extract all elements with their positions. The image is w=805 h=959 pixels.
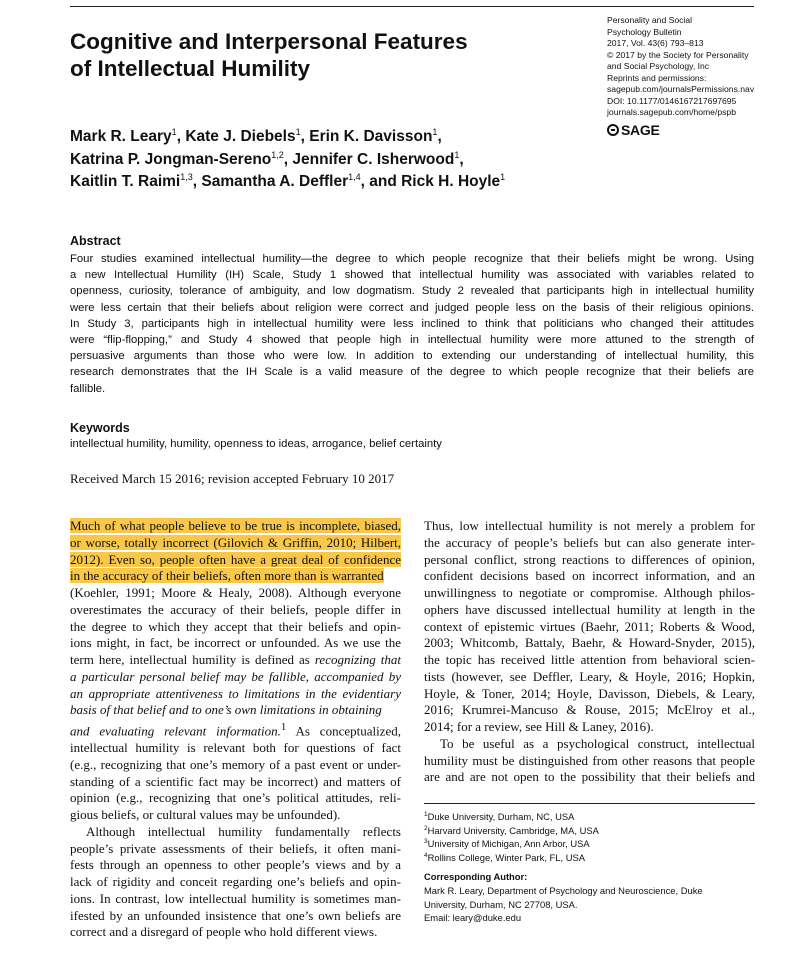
body-line: [424, 686, 755, 703]
body-text: in the accuracy of their beliefs, often more than is warranted: [70, 568, 384, 584]
abstract-line: In Study 3, participants high in intellectual humility were less inclined to think that politicians who changed their attitudes: [70, 317, 754, 330]
body-line: [424, 552, 755, 569]
body-line: [70, 874, 401, 891]
body-italic-text: a particular personal belief may be fallible, accompanied by: [70, 668, 401, 684]
abstract-line: research demonstrates that the IH Scale is a valid measure of the degree to which people recognize that their beliefs are: [70, 366, 754, 379]
keywords-text: intellectual humility, humility, openness to ideas, arrogance, belief certainty: [70, 438, 442, 450]
body-line: [70, 891, 401, 908]
body-line: [424, 769, 755, 786]
abstract-line: fallible.: [70, 382, 106, 395]
author-separator: ,: [192, 173, 202, 190]
body-text: are and are not open to the possibility that their beliefs and: [424, 769, 755, 785]
highlighted-text: [70, 552, 401, 567]
body-text: overestimates the accuracy of their beliefs, people differ in: [70, 601, 401, 617]
body-text: correct and a disregard of people who hold different views.: [70, 924, 378, 940]
journal-meta-line: Personality and Social: [607, 15, 693, 25]
author-separator: ,: [176, 128, 186, 145]
abstract-line: a new Intellectual Humility (IH) Scale, Study 1 showed that intellectual humility was associated with variables related to: [70, 269, 754, 282]
abstract-heading: Abstract: [70, 234, 121, 248]
body-line: [424, 719, 755, 736]
abstract-line: openness, curiosity, tolerance of ambiguity, and low dogmatism. Study 2 revealed that participants high in intellectual humility: [70, 285, 754, 298]
author-affiliation-mark: 1,3: [180, 172, 193, 182]
author-name: Kaitlin T. Raimi: [70, 173, 181, 190]
abstract-body: [70, 251, 754, 397]
body-text: the degree to which they accept that their beliefs and opin-: [70, 618, 401, 634]
body-line: [70, 568, 401, 585]
body-line: [70, 857, 401, 874]
body-text: or worse, totally incorrect (Gilovich & Griffin, 2010; Hilbert,: [70, 534, 401, 550]
affiliation-mark: 2: [424, 824, 428, 832]
affiliation-text: Harvard University, Cambridge, MA, USA: [427, 824, 599, 836]
footnote-mark: 1: [280, 721, 287, 733]
journal-meta-line: journals.sagepub.com/home/pspb: [607, 107, 736, 117]
abstract-line: were less certain that their beliefs about religion were correct and judged people less on the basis of their religious opinions.: [70, 301, 754, 314]
body-line: [424, 669, 755, 686]
body-text: ions. In contrast, low intellectual humility is sometimes man-: [70, 890, 401, 906]
body-text: 2016; Krumrei-Mancuso & Rouse, 2015; McElroy et al.,: [424, 702, 755, 718]
author-affiliation-mark: 1: [500, 172, 506, 182]
body-text: humility must be distinguished from other reasons that people: [424, 752, 755, 768]
title-line: of Intellectual Humility: [70, 56, 311, 81]
author-affiliation-mark: 1: [171, 127, 177, 137]
body-line: [70, 652, 401, 669]
author-name: Rick H. Hoyle: [401, 173, 501, 190]
corresponding-author-details: [424, 884, 755, 925]
body-text: the accuracy of people’s beliefs but can also generate inter-: [424, 534, 755, 550]
corresponding-line: Email: leary@duke.edu: [424, 912, 522, 924]
body-text: 2003; Whitcomb, Battaly, Baehr, & Howard-Snyder, 2015),: [424, 635, 755, 651]
body-text: standing of a scientific fact may be incorrect) and matters of: [70, 773, 401, 789]
publisher-logo-text: SAGE: [621, 122, 660, 138]
author-line: [70, 126, 630, 149]
body-line: [70, 635, 401, 652]
corresponding-line: Mark R. Leary, Department of Psychology and Neuroscience, Duke: [424, 884, 703, 896]
body-line: [70, 585, 401, 602]
journal-meta-line: and Social Psychology, Inc: [607, 61, 710, 71]
body-text: As conceptualized,: [286, 723, 402, 739]
corresponding-line: University, Durham, NC 27708, USA.: [424, 898, 578, 910]
journal-meta-line: Reprints and permissions:: [607, 72, 707, 83]
author-name: Erin K. Davisson: [309, 128, 433, 145]
author-separator: ,: [437, 128, 442, 145]
body-text: gious beliefs, or cultural values may be unfounded).: [70, 807, 341, 823]
top-rule: [70, 6, 754, 7]
author-affiliation-mark: 1: [432, 127, 438, 137]
affiliation-text: Duke University, Durham, NC, USA: [427, 811, 575, 822]
footnotes: [424, 810, 755, 925]
body-text: the topic has received little attention from behavioral scien-: [424, 652, 755, 667]
body-line: [70, 908, 401, 925]
body-line: [70, 518, 401, 535]
abstract-line: persuasive arguments than those who were low. In addition to extending our understanding of intellectual humility, this: [70, 350, 754, 363]
body-text: tists (however, see Deffler, Leary, & Hoyle, 2016; Hopkin,: [424, 668, 755, 684]
body-line: [70, 669, 401, 686]
author-separator: ,: [283, 150, 293, 168]
body-text: opinion (e.g., recognizing that one’s political attitudes, reli-: [70, 790, 401, 806]
body-line: [70, 740, 401, 757]
journal-meta-line: sagepub.com/journalsPermissions.nav: [607, 84, 755, 94]
body-column-right: [424, 518, 755, 786]
body-text: unwillingness to negotiate or compromise. Although philos-: [424, 585, 755, 600]
body-line: [70, 757, 401, 774]
author-affiliation-mark: 1,2: [271, 149, 284, 160]
body-column-left: [70, 518, 401, 941]
author-line: [70, 171, 630, 194]
body-line: [70, 924, 401, 941]
affiliation-line: [424, 837, 755, 851]
author-name: Jennifer C. Isherwood: [292, 150, 455, 168]
body-line: [70, 790, 401, 807]
body-text: context of epistemic virtues (Baehr, 2011; Roberts & Wood,: [424, 618, 755, 634]
body-text: lack of rigidity and conceit regarding one’s beliefs and opin-: [70, 874, 401, 890]
body-text: To be useful as a psychological construct, intellectual: [440, 735, 755, 751]
author-name: Katrina P. Jongman-Sereno: [70, 150, 272, 168]
affiliations-list: [424, 810, 755, 864]
affiliation-line: [424, 810, 755, 824]
body-line: [70, 807, 401, 824]
body-line: [424, 518, 755, 535]
author-affiliation-mark: 1: [454, 149, 460, 160]
body-line: [424, 736, 755, 753]
body-line: [70, 619, 401, 636]
body-line: [424, 602, 755, 619]
body-line: [70, 841, 401, 858]
affiliation-text: University of Michigan, Ann Arbor, USA: [427, 838, 590, 850]
author-affiliation-mark: 1: [295, 127, 301, 137]
body-text: Although intellectual humility fundamentally reflects: [86, 823, 401, 839]
author-separator: ,: [300, 128, 310, 145]
body-text: term here, intellectual humility is defined as: [70, 652, 315, 667]
author-name: Kate J. Diebels: [185, 128, 296, 145]
body-line: [424, 635, 755, 652]
author-line: [70, 149, 630, 172]
body-text: Hoyle, & Toner, 2014; Hoyle, Davisson, Diebels, & Leary,: [424, 685, 755, 701]
body-line: [424, 753, 755, 770]
body-text: Thus, low intellectual humility is not merely a problem for: [424, 518, 755, 533]
body-text: personal conflict, strong reactions to differences of opinion,: [424, 551, 755, 567]
body-line: [424, 619, 755, 636]
body-line: [70, 774, 401, 791]
body-text: confident decisions based on incorrect information, and an: [424, 568, 755, 584]
author-affiliation-mark: 1,4: [348, 172, 361, 182]
body-text: Much of what people believe to be true is incomplete, biased,: [70, 518, 401, 533]
title-line: Cognitive and Interpersonal Features: [70, 29, 468, 54]
body-text: 2014; for a review, see Hill & Laney, 2016).: [424, 719, 654, 734]
body-line: [424, 568, 755, 585]
body-text: people’s private assessments of their beliefs, it often mani-: [70, 840, 401, 856]
body-line: [424, 585, 755, 602]
highlighted-text: [70, 535, 401, 550]
author-name: Samantha A. Deffler: [201, 173, 349, 190]
body-italic-text: and evaluating relevant information.: [70, 723, 281, 739]
keywords-heading: Keywords: [70, 421, 130, 435]
body-italic-text: basis of that belief and to one’s own limitations in obtaining: [70, 702, 382, 718]
corresponding-author-heading: Corresponding Author:: [424, 871, 528, 883]
journal-meta-line: Psychology Bulletin: [607, 26, 682, 37]
footnote-rule: [424, 803, 755, 804]
body-text: intellectual humility is relevant both for questions of fact: [70, 740, 401, 756]
body-text: ions might, in fact, be incorrect or unfounded. As we use the: [70, 635, 401, 651]
highlighted-text: [70, 568, 384, 583]
author-name: Mark R. Leary: [70, 128, 172, 145]
body-line: [424, 652, 755, 669]
body-line: [70, 719, 401, 740]
affiliation-mark: 4: [424, 851, 428, 859]
abstract-line: were “flip-flopping,” and Study 4 showed that people high in intellectual humility were more attuned to the strength of: [70, 334, 754, 347]
article-title: [70, 28, 570, 82]
highlighted-text: [70, 518, 401, 533]
affiliation-line: [424, 851, 755, 865]
body-italic-text: an appropriate attentiveness to limitations in the evidentiary: [70, 685, 401, 701]
journal-meta-line: DOI: 10.1177/0146167217697695: [607, 95, 737, 106]
body-line: [70, 824, 401, 841]
author-separator: ,: [459, 150, 464, 168]
author-list: [70, 126, 630, 194]
body-italic-text: recognizing that: [314, 652, 401, 667]
author-separator: , and: [360, 173, 402, 190]
body-text: ophers have discussed intellectual humility at length in the: [424, 601, 755, 617]
received-dates: Received March 15 2016; revision accepted February 10 2017: [70, 471, 395, 486]
affiliation-mark: 3: [424, 838, 428, 846]
affiliation-line: [424, 824, 755, 838]
body-line: [424, 702, 755, 719]
abstract-line: Four studies examined intellectual humility—the degree to which people recognize that their beliefs might be wrong. Using: [70, 253, 754, 265]
affiliation-text: Rollins College, Winter Park, FL, USA: [427, 851, 585, 863]
affiliation-mark: 1: [424, 811, 428, 818]
body-line: [424, 535, 755, 552]
body-text: ifested by an unfounded insistence that one’s own beliefs are: [70, 907, 401, 923]
body-text: fests through an openness to other people’s views and by a: [70, 857, 401, 873]
body-line: [70, 552, 401, 569]
journal-meta-line: © 2017 by the Society for Personality: [607, 49, 749, 60]
journal-meta: [607, 15, 797, 119]
body-text: 2012). Even so, people often have a great deal of confidence: [70, 551, 401, 567]
body-line: [70, 602, 401, 619]
journal-meta-line: 2017, Vol. 43(6) 793–813: [607, 38, 704, 48]
body-text: (Koehler, 1991; Moore & Healy, 2008). Although everyone: [70, 585, 401, 600]
body-text: (e.g., recognizing that one’s memory of a past event or under-: [70, 756, 401, 772]
body-line: [70, 686, 401, 703]
body-line: [70, 702, 401, 719]
body-line: [70, 535, 401, 552]
